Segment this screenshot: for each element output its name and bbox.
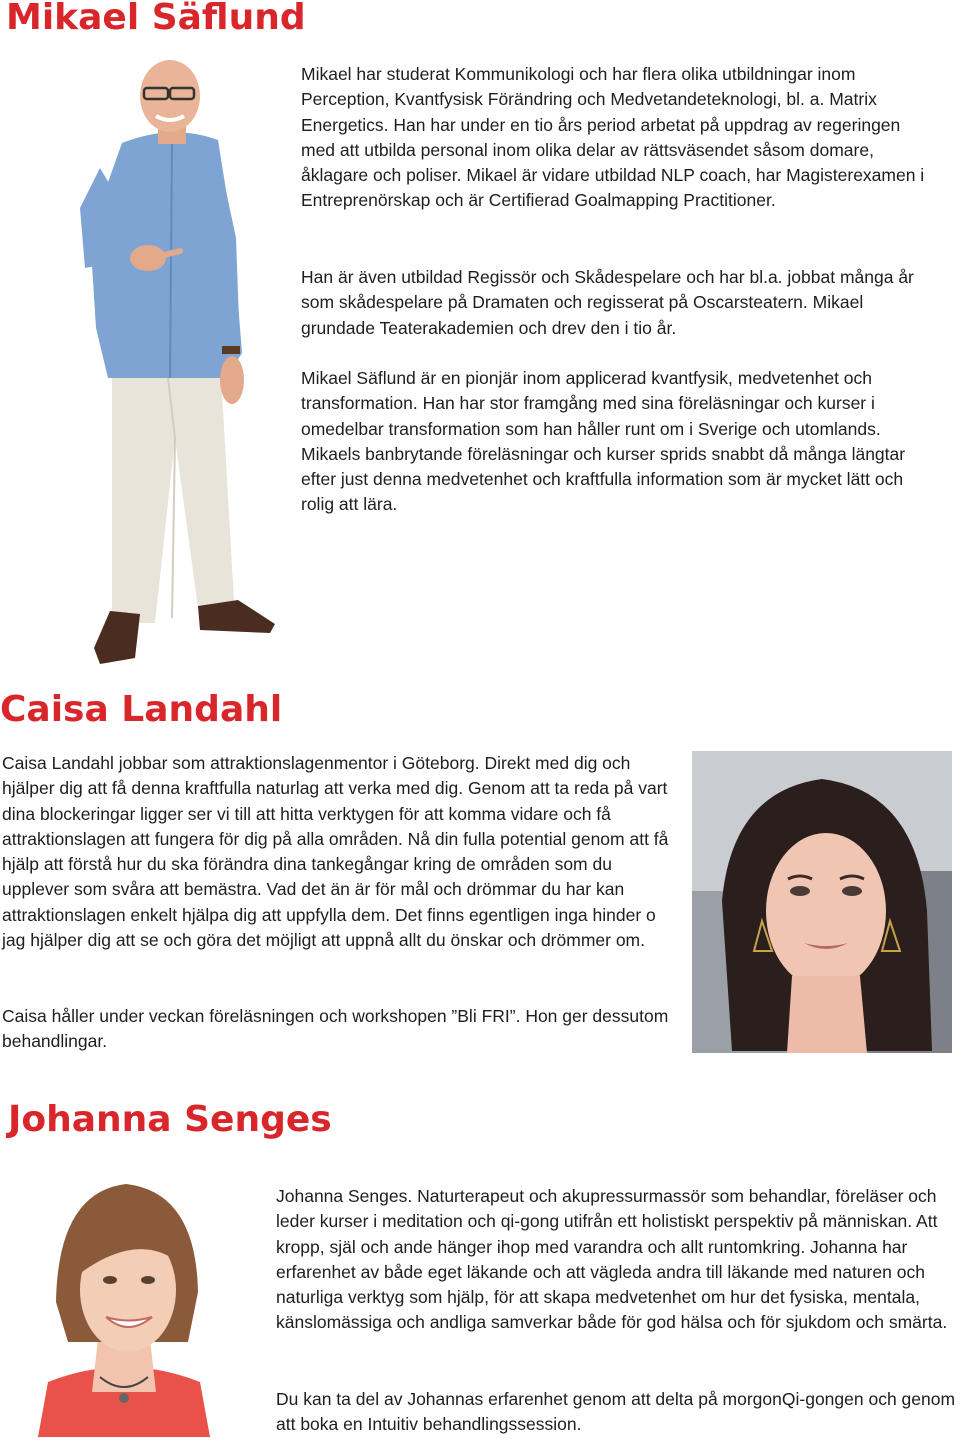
heading-caisa-landahl: Caisa Landahl <box>0 689 283 730</box>
person-illustration-mikael <box>60 58 285 670</box>
photo-mikael-saflund <box>60 58 285 670</box>
paragraph-caisa-2: Caisa håller under veckan föreläsningen och workshopen ”Bli FRI”. Hon ger dessutom behandlingar. <box>2 1006 669 1052</box>
photo-caisa-landahl <box>692 751 952 1053</box>
paragraph-caisa-1: Caisa Landahl jobbar som attraktionslagenmentor i Göteborg. Direkt med dig och hjälper dig att få denna kraftfulla naturlag att verka med dig. Genom att ta reda på vart dina blockeringar ligger ser vi till att hitta verktygen för att komma vidare och få attraktionslagen att fungera för dig på alla områden. Nå din fulla potential genom att få hjälp att förstå hur du ska förändra dina tankegångar kring de områden som du upplever som svåra att bemästra. Vad det än är för mål och drömmar du har kan attraktionslagen enkelt hjälpa dig att uppfylla dem. Det finns egentligen inga hinder o jag hjälper dig att se och göra det möjligt att uppnå allt du önskar och drömmer om. <box>2 753 669 951</box>
portrait-illustration-caisa <box>692 751 952 1053</box>
portrait-illustration-johanna <box>38 1172 210 1437</box>
photo-johanna-senges <box>38 1172 210 1437</box>
paragraph-mikael-3: Mikael Säflund är en pionjär inom applicerad kvantfysik, medvetenhet och transformation. Han har stor framgång med sina föreläsningar och kurser i omedelbar transformation som han håller runt om i Sverige och utomlands. Mikaels banbrytande föreläsningar och kurser sprids snabbt då många längtar efter just denna medvetenhet och kraftfulla information som är mycket lätt och rolig att lära. <box>301 368 906 515</box>
heading-mikael-saflund: Mikael Säflund <box>6 0 306 38</box>
paragraph-mikael-1: Mikael har studerat Kommunikologi och har flera olika utbildningar inom Perception, Kvantfysisk Förändring och Medvetandeteknologi, bl. a. Matrix Energetics. Han har under en tio års period arbetat på uppdrag av regeringen med att utbilda personal inom olika delar av rättsväsendet såsom domare, åklagare och poliser. Mikael är vidare utbildad NLP coach, har Magisterexamen i Entreprenörskap och är Certifierad Goalmapping Practitioner. <box>301 64 925 211</box>
paragraph-johanna-2: Du kan ta del av Johannas erfarenhet genom att delta på morgonQi-gongen och genom att boka en Intuitiv behandlingssession. <box>276 1389 956 1435</box>
paragraph-mikael-2: Han är även utbildad Regissör och Skådespelare och har bl.a. jobbat många år som skådespelare på Dramaten och regisserat på Oscarsteatern. Mikael grundade Teaterakademien och drev den i tio år. <box>301 267 914 338</box>
heading-johanna-senges: Johanna Senges <box>8 1099 332 1140</box>
paragraph-johanna-1: Johanna Senges. Naturterapeut och akupressurmassör som behandlar, föreläser och leder kurser i meditation och qi-gong utifrån ett holistiskt perspektiv på människan. Att kropp, själ och ande hänger ihop med varandra och allt runtomkring. Johanna har erfarenhet av både eget läkande och att vägleda andra till läkande med naturen och naturliga verktyg som hjälp, för att skapa medvetenhet om hur det fysiska, mentala, känslomässiga och andliga samverkar både för god hälsa och för sjukdom och smärta. <box>276 1186 948 1333</box>
